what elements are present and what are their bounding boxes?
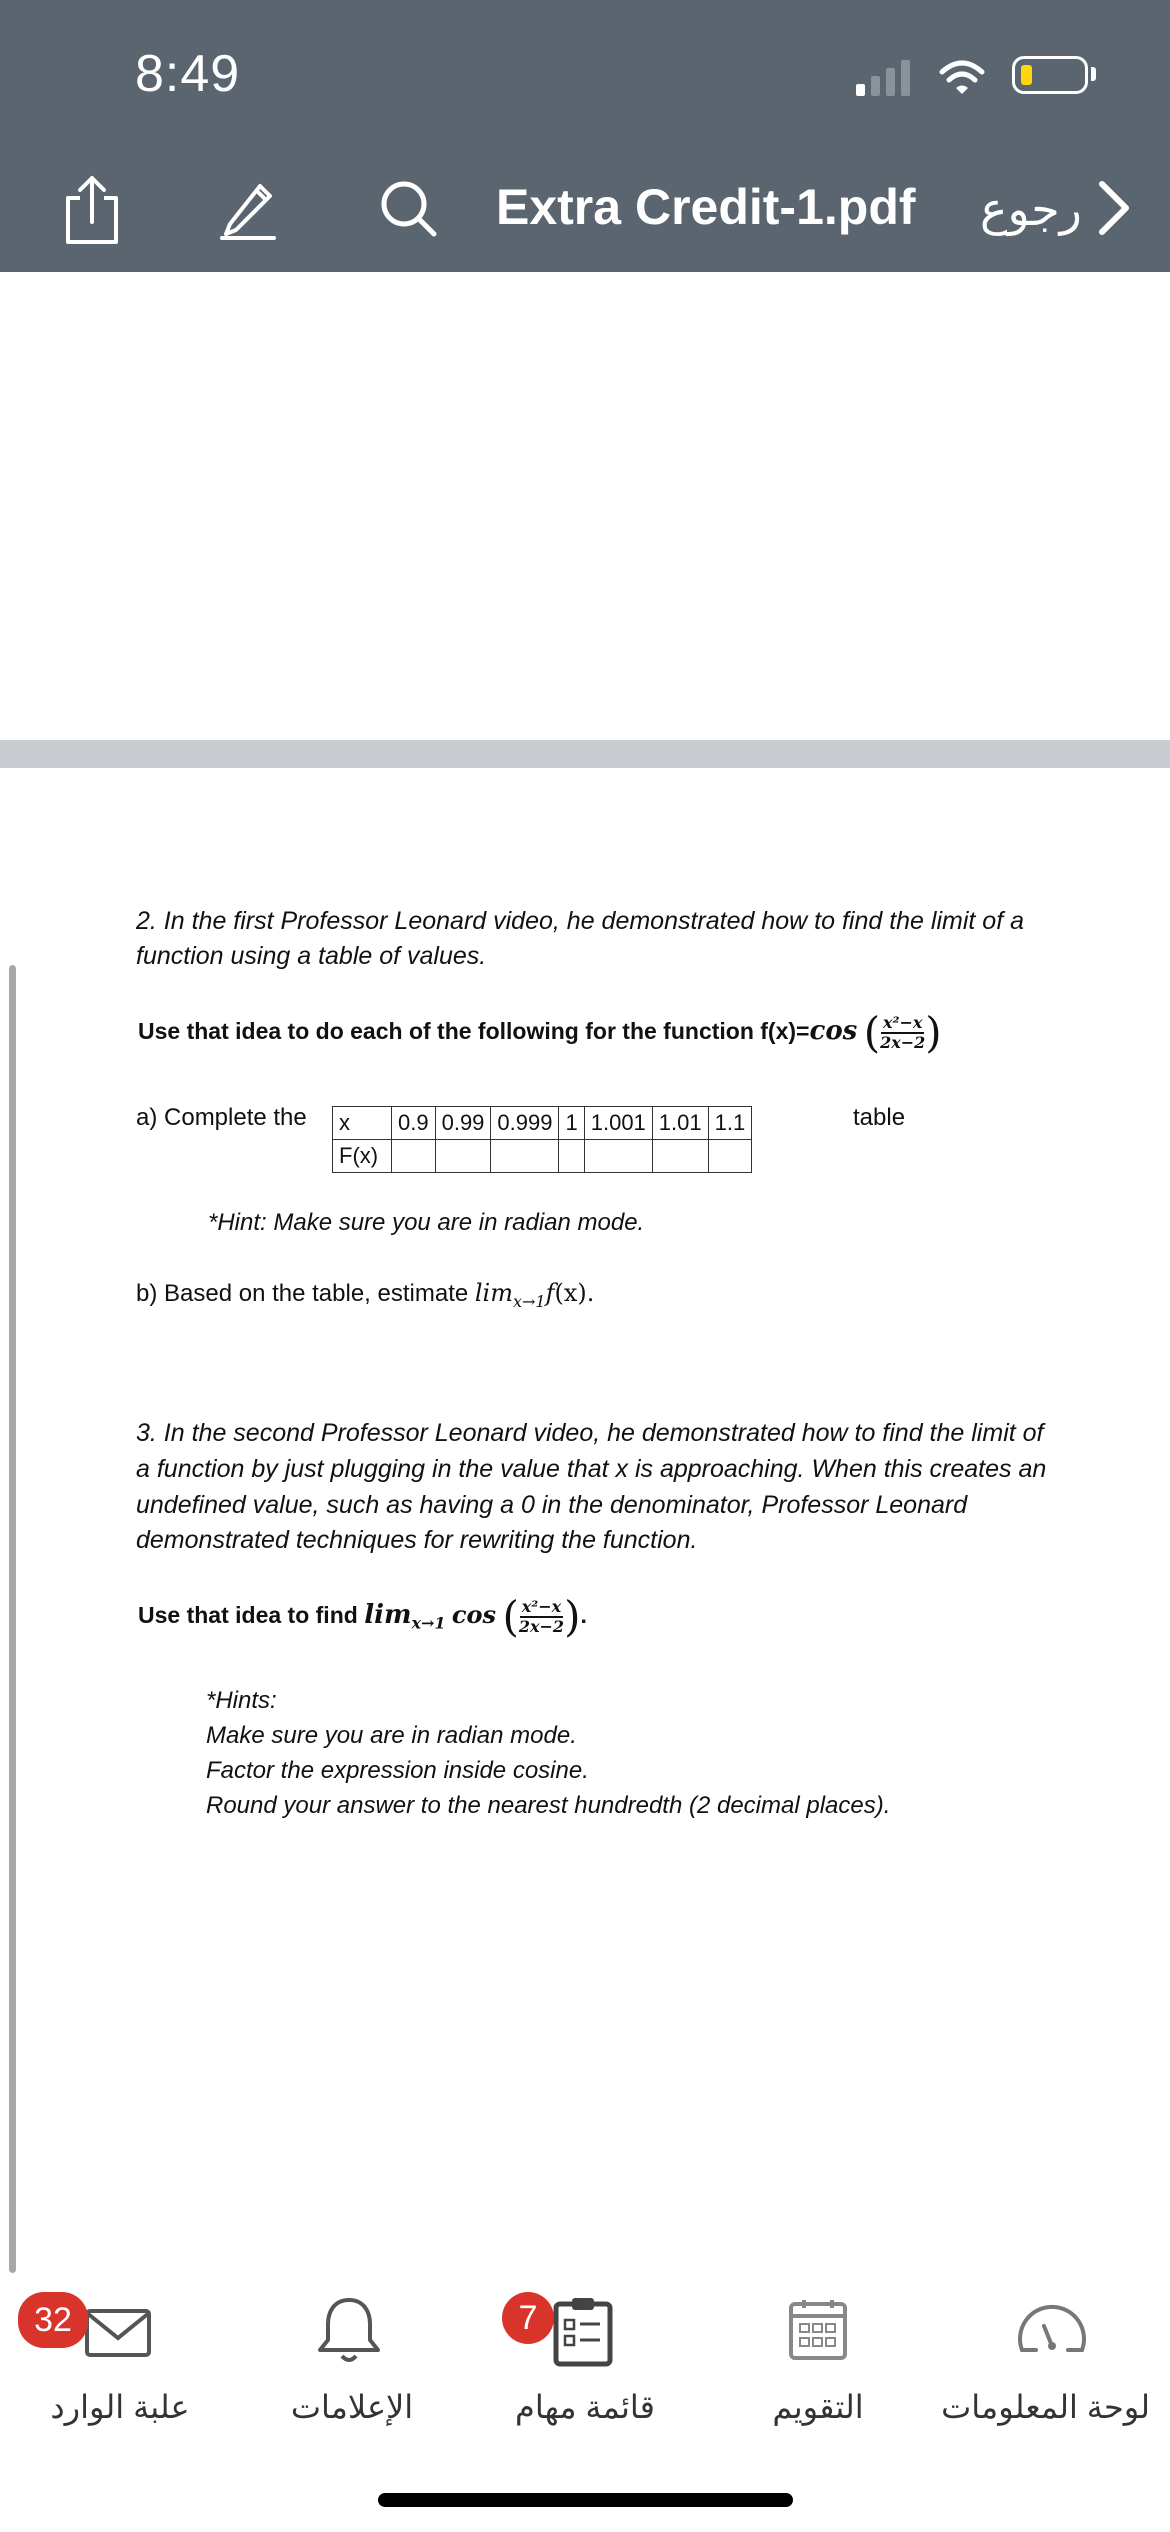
scroll-indicator[interactable] xyxy=(9,965,16,2273)
status-time: 8:49 xyxy=(135,45,241,103)
q2-func-name: cos xyxy=(809,1016,858,1047)
share-icon[interactable] xyxy=(60,172,124,246)
q2-part-b-func: f xyxy=(545,1279,555,1307)
q3-text-line-1: 3. In the second Professor Leonard video, he demonstrated how to find the limit of xyxy=(136,1419,1044,1447)
table-cell: 1.01 xyxy=(652,1107,708,1140)
q2-part-b-lim: lim xyxy=(474,1279,513,1307)
q3-instruction xyxy=(138,1592,587,1641)
table-cell: 1.001 xyxy=(584,1107,652,1140)
table-cell-empty[interactable] xyxy=(584,1140,652,1173)
table-cell-empty[interactable] xyxy=(435,1140,491,1173)
q2-part-a-prefix: a) Complete the xyxy=(136,1104,307,1131)
q2-text-line-1: 2. In the first Professor Leonard video, he demonstrated how to find the limit of a xyxy=(136,907,1024,935)
cellular-signal-icon xyxy=(856,58,912,96)
clipboard-icon xyxy=(552,2296,614,2368)
values-table xyxy=(332,1106,752,1173)
q2-part-b-arg: (x). xyxy=(554,1279,595,1307)
q2-part-b-sub: x→1 xyxy=(512,1291,546,1311)
calendar-icon xyxy=(788,2298,848,2362)
q3-text-line-4: demonstrated techniques for rewriting the function. xyxy=(136,1526,698,1554)
table-row xyxy=(333,1140,752,1173)
tab-notifications-label: الإعلامات xyxy=(290,2389,414,2425)
search-icon[interactable] xyxy=(376,176,440,240)
q2-fraction xyxy=(880,1014,925,1052)
table-row xyxy=(333,1107,752,1140)
markup-pen-icon[interactable] xyxy=(216,176,280,240)
left-paren: ( xyxy=(502,1592,519,1641)
right-paren: ) xyxy=(925,1008,942,1057)
todo-badge: 7 xyxy=(502,2292,554,2344)
q2-instruction-text: Use that idea to do each of the following for the function f(x)= xyxy=(138,1018,810,1045)
table-cell-empty[interactable] xyxy=(708,1140,752,1173)
period: . xyxy=(580,1602,587,1629)
speedometer-icon xyxy=(1014,2304,1090,2356)
table-cell: 0.99 xyxy=(435,1107,491,1140)
q3-instruction-text: Use that idea to find xyxy=(138,1602,365,1629)
bell-icon xyxy=(316,2294,382,2364)
q3-lim: lim xyxy=(364,1600,412,1631)
q2-frac-denominator: 2x−2 xyxy=(880,1033,926,1052)
table-row-header-fx: F(x) xyxy=(333,1140,392,1173)
page-separator xyxy=(0,740,1170,768)
inbox-badge: 32 xyxy=(18,2292,88,2348)
q3-frac-numerator: x²−x xyxy=(521,1597,562,1616)
q3-hint-2: Factor the expression inside cosine. xyxy=(206,1757,589,1784)
table-cell-empty[interactable] xyxy=(491,1140,559,1173)
table-cell: 0.9 xyxy=(392,1107,436,1140)
q2-text-line-2: function using a table of values. xyxy=(136,942,487,970)
table-cell: 1.1 xyxy=(708,1107,752,1140)
q3-hint-1: Make sure you are in radian mode. xyxy=(206,1722,577,1749)
q2-hint: *Hint: Make sure you are in radian mode. xyxy=(208,1209,645,1236)
q2-instruction xyxy=(138,1008,942,1057)
document-title: Extra Credit-1.pdf xyxy=(496,179,916,235)
table-cell: 1 xyxy=(559,1107,584,1140)
q3-text-line-3: undefined value, such as having a 0 in the denominator, Professor Leonard xyxy=(136,1491,968,1519)
wifi-icon xyxy=(938,58,986,96)
back-button-label[interactable]: رجوع xyxy=(980,183,1082,235)
q3-frac-denominator: 2x−2 xyxy=(518,1617,565,1636)
mail-icon xyxy=(84,2308,152,2358)
q2-frac-numerator: x²−x xyxy=(882,1013,923,1032)
battery-level xyxy=(1021,65,1032,85)
table-cell-empty[interactable] xyxy=(652,1140,708,1173)
q3-hint-3: Round your answer to the nearest hundredth (2 decimal places). xyxy=(206,1792,891,1819)
home-indicator[interactable] xyxy=(378,2493,793,2507)
tab-calendar-label: التقويم xyxy=(772,2389,864,2425)
table-cell-empty[interactable] xyxy=(559,1140,584,1173)
tab-dashboard-label: لوحة المعلومات xyxy=(941,2389,1150,2425)
q2-part-a-suffix: table xyxy=(853,1104,906,1131)
q2-part-b xyxy=(136,1276,594,1319)
q3-lim-sub: x→1 xyxy=(411,1613,446,1633)
tab-todo-label: قائمة مهام xyxy=(515,2389,655,2425)
q3-fraction xyxy=(519,1598,564,1636)
q3-text-line-2: a function by just plugging in the value that x is approaching. When this creates an xyxy=(136,1455,1047,1483)
tab-inbox-label: علبة الوارد xyxy=(50,2389,190,2425)
right-paren: ) xyxy=(564,1592,581,1641)
q3-func-name: cos xyxy=(451,1600,497,1630)
left-paren: ( xyxy=(863,1008,881,1057)
q3-hints-title: *Hints: xyxy=(206,1687,277,1714)
table-cell-empty[interactable] xyxy=(392,1140,436,1173)
chevron-right-icon[interactable] xyxy=(1094,178,1134,238)
table-row-header-x: x xyxy=(333,1107,392,1140)
table-cell: 0.999 xyxy=(491,1107,559,1140)
battery-nub xyxy=(1091,67,1096,81)
q2-part-b-text: b) Based on the table, estimate xyxy=(136,1280,475,1307)
